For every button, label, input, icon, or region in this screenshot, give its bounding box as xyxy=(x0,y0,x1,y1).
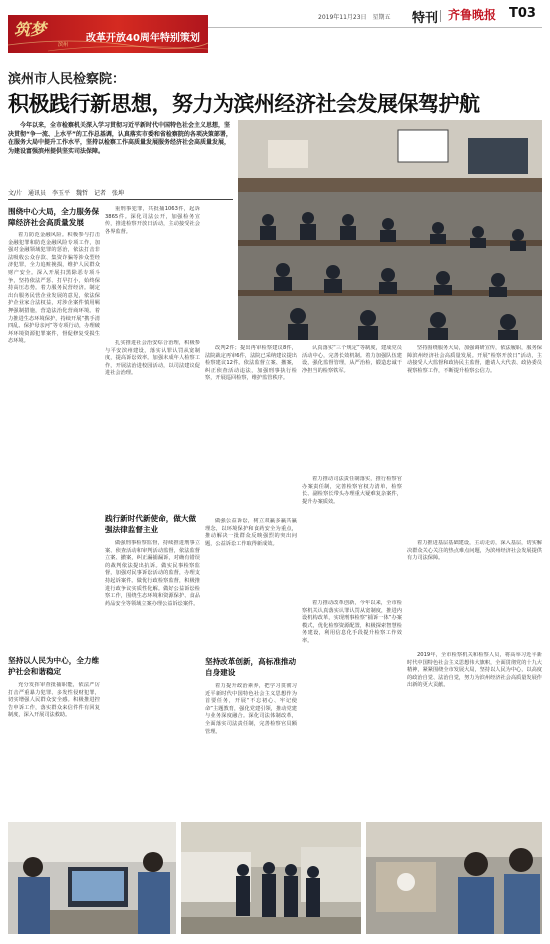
column-2-text: 重刑事犯罪，共批捕1063件，起诉3865件。深化司法公开，加强检务宣传，推进检察开放日活动，主动接受社会各界监督。 xyxy=(105,206,200,235)
subheading-2: 坚持以人民为中心，全力维护社会和谐稳定 xyxy=(8,656,100,676)
subheading-3: 践行新时代新使命，做大做强法律监督主业 xyxy=(105,514,197,534)
column-2-text-2: 扎实推进社会治安综合治理，积极参与平安滨州建设，落实认罪认罚从宽制度，提高诉讼效率。加强未成年人检察工作，开展法治进校园活动，以司法建议促进社会治理。 xyxy=(105,340,200,377)
anniversary-banner xyxy=(8,15,208,53)
section-name: 特刊 xyxy=(412,11,439,26)
photo-staff-portrait xyxy=(366,822,542,934)
photo-computer-office xyxy=(8,822,176,934)
newspaper-logo: 齐鲁晚报 xyxy=(448,8,497,22)
column-4-text-2: 着力推动司法责任制落实，推行检察官办案责任制，完善检察官权力清单，检察长、副检察长带头办理重大疑难复杂案件，提升办案质效。 xyxy=(302,476,402,505)
column-2-text-3: 做强刑事检察监督，持续推进刑事立案、侦查活动和审判活动监督，依法监督立案、撤案，纠正漏捕漏诉，对确有错误的裁判依法提出抗诉。做实民事检察监督，加强对民事诉讼活动的监督，办理支持起诉案件。做优行政检察监督，积极推进行政争议实质性化解。做好公益诉讼检察工作，围绕生态环境和资源保护、食品药品安全等领域立案办理公益诉讼案件。 xyxy=(105,540,200,607)
article-lead: 今年以来，全市检察机关深入学习贯彻习近平新时代中国特色社会主义思想，坚决贯彻“争一流、上水平”的工作总基调，认真落实市委和省检察院的各项决策部署，在服务大局中提升工作水平，坚持以检察工作高质量发展服务经济社会高质量发展，为建设富强滨州提供坚实司法保障。 xyxy=(8,122,232,155)
byline: 文/片 通讯员 李玉平 魏哲 记者 张坤 xyxy=(8,190,125,197)
column-5-text-3: 2019年，全市检察机关和检察人员，将高举习近平新时代中国特色社会主义思想伟大旗帜，全面贯彻党的十九大精神，紧紧围绕全市发展大局，坚持以人民为中心，以高度的政治自觉、法治自觉，努力为滨州经济社会高质量发展作出新的更大贡献。 xyxy=(407,652,542,689)
subheading-1: 围绕中心大局，全力服务保障经济社会高质量发展 xyxy=(8,207,100,227)
column-4-text: 认真落实“三个规定”等制度，建成党员活动中心，完善长效机制。着力加强队伍建设，强化监督管理，从严治检，锻造忠诚干净担当的检察铁军。 xyxy=(302,345,402,374)
column-5-text: 坚持围绕服务大局，加强调研宣传，依法履职，服务保障滨州经济社会高质量发展。开展“检察开放日”活动，主动接受人大监督和政协民主监督，邀请人大代表、政协委员视察检察工作，不断提升检察公信力。 xyxy=(407,345,542,374)
column-3-text-2: 做强公益诉讼，树立双赢多赢共赢理念，以环境保护和食药安全为重点，推动解决一批群众反映强烈的突出问题，公益诉讼工作取得新成效。 xyxy=(205,518,297,547)
column-3-text: 改判2件；提出再审检察建议8件，法院裁定再审6件，法院已采纳建议提出检察建议12件。依法监督立案、撤案，纠正侦查活动违法，加强刑事执行检察，开展巡回检察，维护监管秩序。 xyxy=(205,345,297,382)
header-divider xyxy=(440,10,441,22)
banner-title: 改革开放40周年特别策划 xyxy=(86,33,200,44)
banner-logo-sub: 滨州 xyxy=(58,42,69,48)
subheading-4: 坚持改革创新，高标准推动自身建设 xyxy=(205,657,297,677)
column-5-text-2: 着力推进基层基础建设，主动走访，深入基层，切实解决群众关心关注的热点难点问题，为滨州经济社会发展提供有力司法保障。 xyxy=(407,540,542,562)
main-photo-courtroom xyxy=(238,120,542,340)
column-3-text-3: 着力提升政治素养，把学习贯彻习近平新时代中国特色社会主义思想作为首要任务，开展“不忘初心、牢记使命”主题教育，强化党建引领，推动党建与业务深度融合。深化司法体制改革，全面落实司法责任制，完善检察官员额管理。 xyxy=(205,683,297,735)
article-kicker: 滨州市人民检察院： xyxy=(8,72,126,87)
column-1-text-2: 充分发挥审查批捕职能，依法严厉打击严重暴力犯罪、多发性侵财犯罪，切实增强人民群众安全感。积极推进控告申诉工作，落实群众来信件件有回复制度，深入开展司法救助。 xyxy=(8,682,100,719)
banner-logo: 筑梦 xyxy=(14,20,47,39)
photo-inspection-team xyxy=(181,822,361,934)
issue-date: 2019年11月23日 星期五 xyxy=(318,14,391,21)
column-1-text: 着力防范金融风险。积极参与打击金融犯罪和防范金融风险专项工作，加强对金融领域犯罪的惩治，依法打击非法吸收公众存款、集资诈骗等涉众型经济犯罪，全力追赃挽损，维护人民群众财产安全。深入开展扫黑除恶专项斗争，坚持依法严惩、打早打小，始终保持高压态势。着力服务民营经济。制定出台服务民营企业发展的意见，依法保护企业家合法权益，对涉企案件慎用羁押强制措施，营造法治化营商环境。着力推进生态环境保护，持续开展“携手清四乱、保护母亲河”等专项行动，办理破坏环境资源犯罪案件，督促修复受损生态环境。 xyxy=(8,232,100,345)
lead-rule xyxy=(8,199,233,200)
column-4-text-3: 着力推动改革创新，今年以来，全市检察机关认真落实认罪认罚从宽制度，推进内设机构改革，实现刑事检察“捕诉一体”办案模式，优化检察资源配置，积极探索智慧检务建设，利用信息化手段提升检察工作效率。 xyxy=(302,600,402,644)
article-headline: 积极践行新思想，努力为滨州经济社会发展保驾护航 xyxy=(8,92,480,116)
page-number: T03 xyxy=(509,6,536,21)
banner-decoration xyxy=(8,15,208,53)
